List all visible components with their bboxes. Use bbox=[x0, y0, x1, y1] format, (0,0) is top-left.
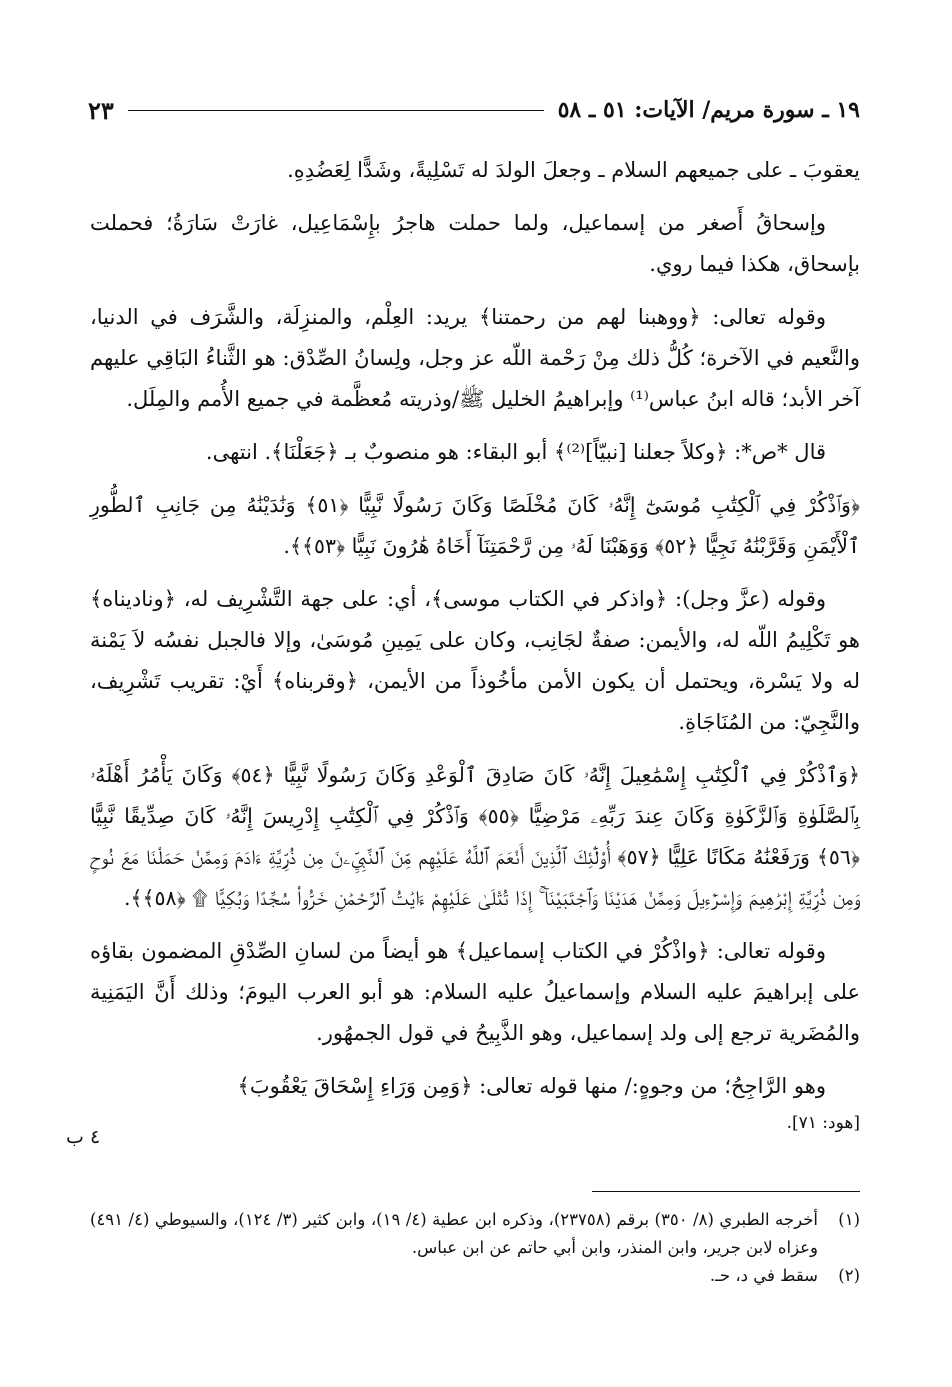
footnote bbox=[90, 1206, 860, 1262]
paragraph: وقوله تعالى: ﴿ووهبنا لهم من رحمتنا﴾ يريد: العِلْم، والمنزِلَة، والشَّرَف في الدنيا، والنَّعيم في الآخرة؛ كُلُّ ذلك مِنْ رَحْمة اللّه عز وجل، ولِسانُ الصِّدْق: هو الثَّناءُ البَاقِي عليهم آخر الأبد؛ قاله ابنُ عباس⁽¹⁾ وإبراهيمُ الخليل ﷺ/وذريته مُعظَّمة في جميع الأُمم والمِلَل. bbox=[90, 305, 860, 411]
paragraph: وقوله (عزَّ وجل): ﴿واذكر في الكتاب موسى﴾، أي: على جهة التَّشْرِيف له، ﴿وناديناه﴾ هو تَكْلِيمُ اللّه له، والأيمن: صفةٌ لجَانِب، وكان على يَمِينِ مُوسَىٰ، وإلا فالجبل نفسُه لاَ يَمْنة له ولا يَسْرة، ويحتمل أن يكون الأمن مأخُوذاً من الأيمن، ﴿وقربناه﴾ أَيْ: تقريب تَشْرِيف، والنَّجِيّ: من المُنَاجَاةِ. bbox=[90, 587, 860, 734]
footnote bbox=[90, 1262, 860, 1290]
footnote-text: سقط في د، حـ. bbox=[709, 1266, 818, 1285]
page-number: ٢٣ bbox=[88, 95, 114, 125]
running-title: ١٩ ـ سورة مريم/ الآيات: ٥١ ـ ٥٨ bbox=[557, 97, 860, 123]
quran-verses-block: ﴿وَٱذْكُرْ فِي ٱلْكِتَٰبِ إِسْمَٰعِيلَ إِنَّهُۥ كَانَ صَادِقَ ٱلْوَعْدِ وَكَانَ رَسُولًا نَّبِيًّا ﴿٥٤﴾ وَكَانَ يَأْمُرُ أَهْلَهُۥ بِٱلصَّلَوٰةِ وَٱلزَّكَوٰةِ وَكَانَ عِندَ رَبِّهِۦ مَرْضِيًّا ﴿٥٥﴾ وَٱذْكُرْ فِي ٱلْكِتَٰبِ إِدْرِيسَ إِنَّهُۥ كَانَ صِدِّيقًا نَّبِيًّا ﴿٥٦﴾ وَرَفَعْنَٰهُ مَكَانًا عَلِيًّا ﴿٥٧﴾ أُو۟لَٰٓئِكَ ٱلَّذِينَ أَنْعَمَ ٱللَّهُ عَلَيْهِم مِّنَ ٱلنَّبِيِّۦنَ مِن ذُرِّيَّةِ ءَادَمَ وَمِمَّنْ حَمَلْنَا مَعَ نُوحٍ وَمِن ذُرِّيَّةِ إِبْرَٰهِيمَ وَإِسْرَٰٓءِيلَ وَمِمَّنْ هَدَيْنَا وَٱجْتَبَيْنَآ ۚ إِذَا تُتْلَىٰ عَلَيْهِمْ ءَايَٰتُ ٱلرَّحْمَٰنِ خَرُّوا۟ سُجَّدًا وَبُكِيًّا ۩ ﴿٥٨﴾﴾. bbox=[90, 763, 860, 910]
page-header bbox=[88, 92, 860, 128]
main-text bbox=[90, 150, 860, 1156]
manuscript-folio-marker: ٤ ب bbox=[66, 1126, 101, 1148]
quran-verses-block: ﴿وَٱذْكُرْ فِي ٱلْكِتَٰبِ مُوسَىٰٓ إِنَّهُۥ كَانَ مُخْلَصًا وَكَانَ رَسُولًا نَّبِيًّا ﴿٥١﴾ وَنَٰدَيْنَٰهُ مِن جَانِبِ ٱلطُّورِ ٱلْأَيْمَنِ وَقَرَّبْنَٰهُ نَجِيًّا ﴿٥٢﴾ وَوَهَبْنَا لَهُۥ مِن رَّحْمَتِنَآ أَخَاهُ هَٰرُونَ نَبِيًّا ﴿٥٣﴾﴾. bbox=[90, 493, 860, 558]
header-rule bbox=[128, 110, 544, 111]
paragraph: وقوله تعالى: ﴿واذْكُرْ في الكتاب إسماعيل﴾ هو أيضاً من لسانِ الصِّدْقِ المضمون بقاؤه على إبراهيمَ عليه السلام وإسماعيلُ عليه السلام: هو أبو العرب اليومَ؛ وذلك أَنَّ اليَمَنِية والمُضَرية ترجع إلى ولد إسماعيل، وهو الذَّبِيحُ في قول الجمهُور. bbox=[90, 939, 860, 1045]
footnote-number: (٢) bbox=[838, 1266, 860, 1285]
footnote-separator bbox=[592, 1191, 860, 1192]
paragraph: وإسحاقُ أَصغر من إسماعيل، ولما حملت هاجرُ بإِسْمَاعِيل، غارَتْ سَارَةُ؛ فحملت بإسحاق، هكذا فيما روي. bbox=[90, 211, 860, 276]
paragraph: وهو الرَّاجِحُ؛ من وجوهٍ:/ منها قوله تعالى: ﴿وَمِن وَرَاءِ إِسْحَاقَ يَعْقُوبَ﴾ bbox=[237, 1074, 826, 1098]
verse-reference: [هود: ٧١]. bbox=[786, 1113, 860, 1133]
footnotes bbox=[90, 1206, 860, 1290]
paragraph: قال *ص*: ﴿وكلاً جعلنا [نبيّاً]⁽²⁾﴾ أبو البقاء: هو منصوبٌ بـ ﴿جَعَلْنَا﴾. انتهى. bbox=[205, 440, 826, 464]
paragraph-continuation: يعقوبَ ـ على جميعهم السلام ـ وجعلَ الولدَ له تَسْلِيةً، وشَدًّا لِعَضُدِهِ. bbox=[287, 158, 860, 182]
footnote-text: أخرجه الطبري (٨/ ٣٥٠) برقم (٢٣٧٥٨)، وذكره ابن عطية (٤/ ١٩)، وابن كثير (٣/ ١٢٤)، والسيوطي (٤/ ٤٩١) وعزاه لابن جرير، وابن المنذر، وابن أبي حاتم عن ابن عباس. bbox=[90, 1210, 818, 1257]
footnote-number: (١) bbox=[838, 1210, 860, 1229]
